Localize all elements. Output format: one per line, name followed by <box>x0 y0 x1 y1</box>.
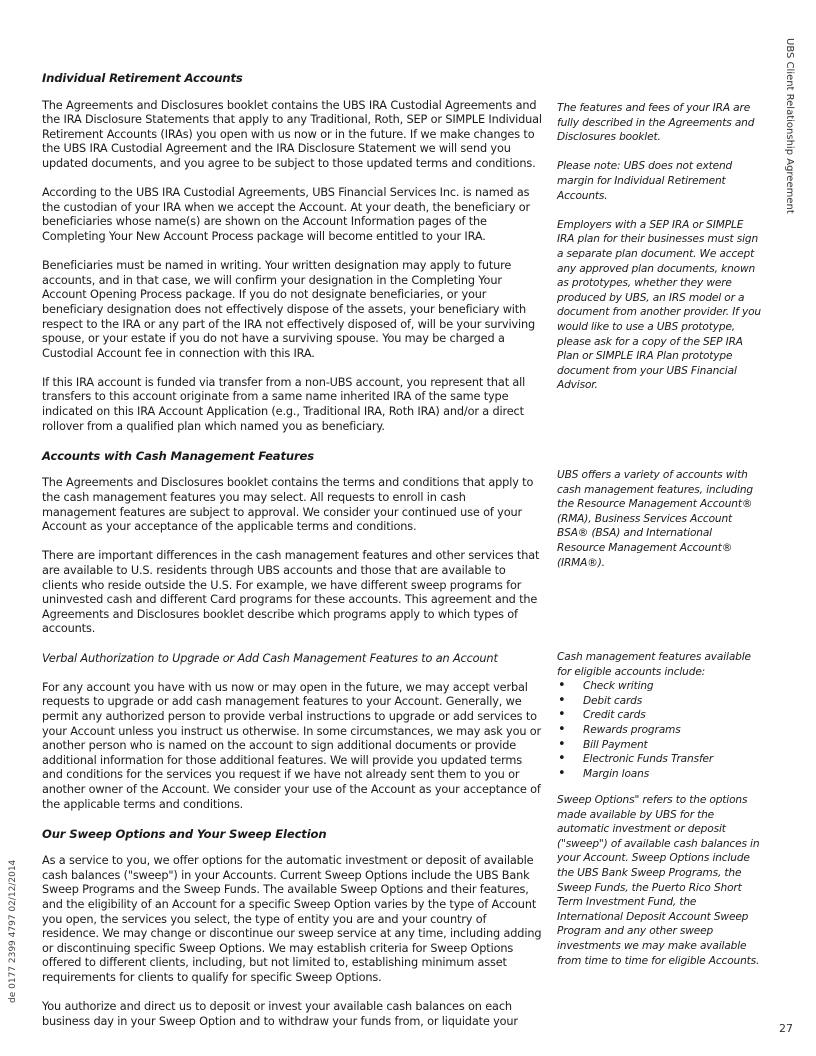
list-item: • Check writing <box>557 679 762 694</box>
main-column <box>42 71 542 1044</box>
features-list <box>557 679 762 781</box>
sidenote-ira-employers: Employers with a SEP IRA or SIMPLE IRA plan for their businesses must sign a separate plan document. We accept any approved plan documents, known as prototypes, whether they were produced by UBS, an IRS model or a document from another provider. If you would like to use a UBS prototype, please ask for a copy of the SEP IRA Plan or SIMPLE IRA Plan prototype document from your UBS Financial Advisor. <box>557 218 761 392</box>
sidenote-ira-margin: Please note: UBS does not extend margin for Individual Retirement Accounts. <box>557 160 733 202</box>
list-item: • Credit cards <box>557 708 762 723</box>
document-title-vertical: UBS Client Relationship Agreement <box>784 38 795 214</box>
ira-paragraph-2: According to the UBS IRA Custodial Agreements, UBS Financial Services Inc. is named as the custodian of your IRA when we accept the Account. At your death, the beneficiary or beneficiaries whose name(s) are shown on the Account Information pages of the Completing Your New Account Process package will become entitled to your IRA. <box>42 186 531 243</box>
sidenote-ira <box>557 101 762 407</box>
sweep-paragraph-1: As a service to you, we offer options for the automatic investment or deposit of available cash balances ("sweep") in your Accounts. Current Sweep Options include the UBS Bank Sweep Programs and the Sweep Funds. The available Sweep Options and their features, and the eligibility of an Account for a specific Sweep Option varies by the type of Account you open, the services you select, the type of entity you are and your country of residence. We may change or discontinue our sweep service at any time, including adding or discontinuing specific Sweep Options. We may establish criteria for Sweep Options offered to different clients, including, but not limited to, establishing minimum asset requirements for clients to qualify for specific Sweep Options. <box>42 854 542 985</box>
sidenote-cash-accounts: UBS offers a variety of accounts with cash management features, including the Resource Management Account® (RMA), Business Services Account BSA® (BSA) and International Resource Management Account® (IRMA®). <box>557 469 753 569</box>
page-number: 27 <box>779 1022 793 1035</box>
ira-paragraph-3: Beneficiaries must be named in writing. Your written designation may apply to future accounts, and in that case, we will confirm your designation in the Completing Your Account Opening Process package. If you do not designate beneficiaries, or your beneficiary designation does not effectively dispose of the assets, your beneficiary with respect to the IRA or any part of the IRA not effectively disposed of, will be your surviving spouse, or your estate if you do not have a surviving spouse. You may be charged a Custodial Account fee in connection with this IRA. <box>42 259 535 360</box>
heading-cash-management: Accounts with Cash Management Features <box>42 448 315 463</box>
heading-sweep-options: Our Sweep Options and Your Sweep Election <box>42 826 327 841</box>
verbal-authorization-paragraph: For any account you have with us now or may open in the future, we may accept verbal requests to upgrade or add cash management features to your Account. Generally, we permit any authorized person to provide verbal instructions to upgrade or add services to your Account unless you instruct us otherwise. In some circumstances, we may ask you or another person who is named on the account to sign additional documents or provide additional information for those additional features. We will provide you updated terms and conditions for the services you request if we have not already sent them to you or another owner of the Account. We consider your use of the Account as your acceptance of the applicable terms and conditions. <box>42 680 542 811</box>
list-item: • Debit cards <box>557 694 762 709</box>
list-item: • Electronic Funds Transfer <box>557 752 762 767</box>
ira-paragraph-4: If this IRA account is funded via transfer from a non-UBS account, you represent that all transfers to this account originate from a same name inherited IRA of the same type indicated on this IRA Account Application (e.g., Traditional IRA, Roth IRA) and/or a direct rollover from a qualified plan which named you as beneficiary. <box>42 375 526 433</box>
heading-ira: Individual Retirement Accounts <box>42 71 243 85</box>
list-item: • Bill Payment <box>557 738 762 753</box>
ira-paragraph-1: The Agreements and Disclosures booklet contains the UBS IRA Custodial Agreements and the IRA Disclosure Statements that apply to any Traditional, Roth, SEP or SIMPLE Individual Retirement Accounts (IRAs) you open with us now or in the future. If we make changes to the UBS IRA Custodial Agreement and the IRA Disclosure Statement we will send you updated documents, and you agree to be subject to those updated terms and conditions. <box>42 98 542 170</box>
sidenote-cash-features <box>557 650 762 781</box>
list-item: • Margin loans <box>557 767 762 782</box>
sweep-paragraph-2: You authorize and direct us to deposit or invest your available cash balances on each business day in your Sweep Option and to withdraw your funds from, or liquidate your <box>42 1000 518 1028</box>
sidenote-ira-fees: The features and fees of your IRA are fully described in the Agreements and Disclosures booklet. <box>557 102 755 144</box>
features-intro: Cash management features available for eligible accounts include: <box>557 651 751 678</box>
sidenote-sweep: Sweep Options" refers to the options made available by UBS for the automatic investment or deposit ("sweep") of available cash balances in your Account. Sweep Options include the UBS Bank Sweep Programs, the Sweep Funds, the Puerto Rico Short Term Investment Fund, the International Deposit Account Sweep Program and any other sweep investments we may make available from time to time for eligible Accounts. <box>557 794 760 967</box>
list-item: • Rewards programs <box>557 723 762 738</box>
document-code: de 0177 2399 4797 02/12/2014 <box>8 859 18 1003</box>
cash-paragraph-2: There are important differences in the cash management features and other services that are available to U.S. residents through UBS accounts and those that are available to clients who reside outside the U.S. For example, we have different sweep programs for uninvested cash and different Card programs for these accounts. This agreement and the Agreements and Disclosures booklet describe which programs apply to which types of accounts. <box>42 549 540 636</box>
cash-paragraph-1: The Agreements and Disclosures booklet contains the terms and conditions that apply to the cash management features you may select. All requests to enroll in cash management features are subject to approval. We consider your continued use of your Account as your acceptance of the applicable terms and conditions. <box>42 476 534 534</box>
subheading-verbal-authorization: Verbal Authorization to Upgrade or Add Cash Management Features to an Account <box>42 651 498 665</box>
